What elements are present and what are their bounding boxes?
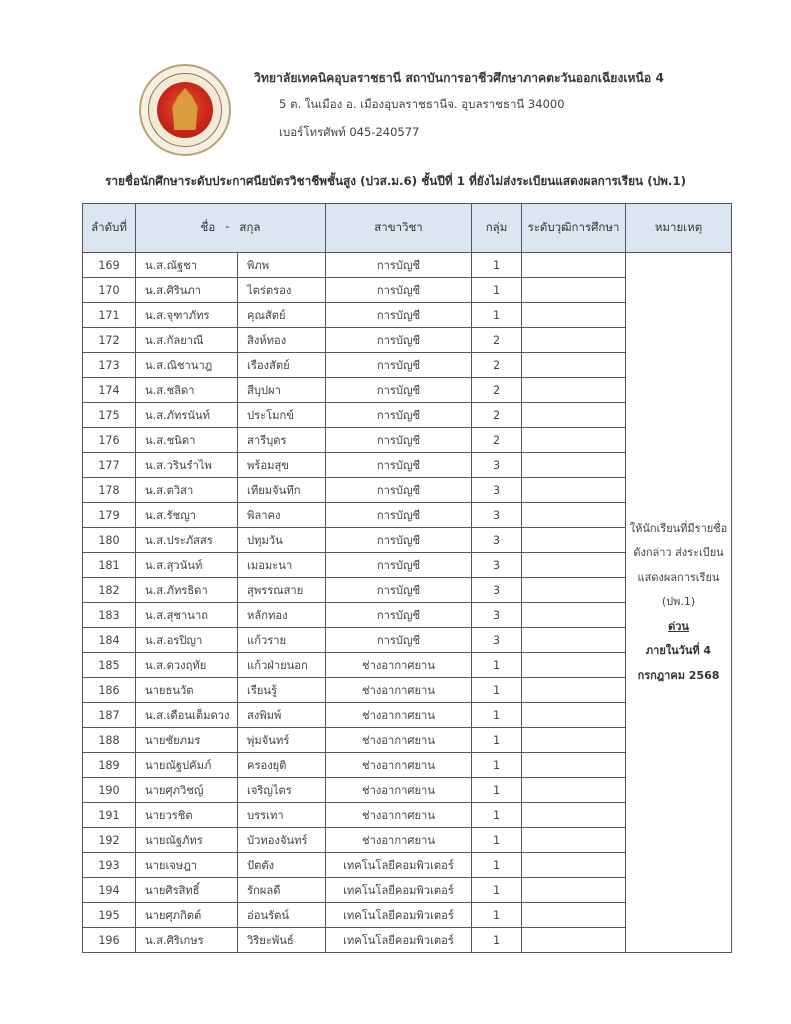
cell-education-level bbox=[522, 653, 626, 678]
cell-no: 186 bbox=[83, 678, 136, 703]
cell-first-name: น.ส.ศิรินภา bbox=[136, 278, 238, 303]
cell-group: 1 bbox=[472, 703, 522, 728]
cell-major: ช่างอากาศยาน bbox=[326, 828, 472, 853]
cell-major: เทคโนโลยีคอมพิวเตอร์ bbox=[326, 928, 472, 953]
cell-no: 175 bbox=[83, 403, 136, 428]
cell-group: 1 bbox=[472, 653, 522, 678]
cell-first-name: น.ส.กัลยาณี bbox=[136, 328, 238, 353]
cell-first-name: นายศุภวิชญ์ bbox=[136, 778, 238, 803]
document-title: รายชื่อนักศึกษาระดับประกาศนียบัตรวิชาชีพชั้นสูง (ปวส.ม.6) ชั้นปีที่ 1 ที่ยังไม่ส่งระเบียนแสดงผลการเรียน (ปพ.1) bbox=[105, 174, 686, 188]
cell-group: 1 bbox=[472, 778, 522, 803]
col-header-first-name: ชื่อ bbox=[200, 220, 216, 234]
cell-group: 1 bbox=[472, 903, 522, 928]
cell-no: 182 bbox=[83, 578, 136, 603]
cell-education-level bbox=[522, 603, 626, 628]
cell-first-name: น.ส.ดวงฤทัย bbox=[136, 653, 238, 678]
cell-no: 173 bbox=[83, 353, 136, 378]
cell-first-name: นายวรชิต bbox=[136, 803, 238, 828]
cell-major: ช่างอากาศยาน bbox=[326, 678, 472, 703]
cell-group: 1 bbox=[472, 853, 522, 878]
cell-last-name: รักผลดี bbox=[238, 878, 326, 903]
cell-education-level bbox=[522, 353, 626, 378]
col-header-group: กลุ่ม bbox=[472, 204, 522, 253]
cell-education-level bbox=[522, 578, 626, 603]
cell-no: 183 bbox=[83, 603, 136, 628]
cell-first-name: น.ส.ชนิดา bbox=[136, 428, 238, 453]
cell-major: การบัญชี bbox=[326, 278, 472, 303]
remark-cell bbox=[626, 253, 732, 953]
cell-last-name: วิริยะพันธ์ bbox=[238, 928, 326, 953]
cell-group: 3 bbox=[472, 453, 522, 478]
cell-last-name: สิงห์ทอง bbox=[238, 328, 326, 353]
cell-first-name: นายศุภกิตต์ bbox=[136, 903, 238, 928]
cell-first-name: น.ส.รัชญา bbox=[136, 503, 238, 528]
cell-group: 3 bbox=[472, 478, 522, 503]
cell-no: 169 bbox=[83, 253, 136, 278]
cell-education-level bbox=[522, 303, 626, 328]
col-header-name bbox=[136, 204, 326, 253]
cell-no: 176 bbox=[83, 428, 136, 453]
remark-deadline: กรกฎาคม 2568 bbox=[637, 668, 720, 682]
cell-major: การบัญชี bbox=[326, 378, 472, 403]
cell-first-name: น.ส.จุฑาภัทร bbox=[136, 303, 238, 328]
col-header-last-name: สกุล bbox=[239, 220, 261, 234]
cell-major: การบัญชี bbox=[326, 578, 472, 603]
cell-education-level bbox=[522, 628, 626, 653]
cell-education-level bbox=[522, 278, 626, 303]
institution-phone: เบอร์โทรศัพท์ 045-240577 bbox=[279, 125, 420, 139]
cell-major: การบัญชี bbox=[326, 328, 472, 353]
cell-education-level bbox=[522, 703, 626, 728]
cell-education-level bbox=[522, 528, 626, 553]
cell-group: 3 bbox=[472, 578, 522, 603]
cell-group: 1 bbox=[472, 278, 522, 303]
col-header-remark: หมายเหตุ bbox=[626, 204, 732, 253]
cell-group: 2 bbox=[472, 328, 522, 353]
cell-last-name: คุณสัตย์ bbox=[238, 303, 326, 328]
cell-group: 1 bbox=[472, 803, 522, 828]
cell-no: 174 bbox=[83, 378, 136, 403]
cell-no: 191 bbox=[83, 803, 136, 828]
cell-last-name: ครองยุติ bbox=[238, 753, 326, 778]
cell-group: 1 bbox=[472, 253, 522, 278]
cell-group: 3 bbox=[472, 628, 522, 653]
remark-line: (ปพ.1) bbox=[661, 595, 696, 609]
cell-major: การบัญชี bbox=[326, 603, 472, 628]
cell-group: 1 bbox=[472, 303, 522, 328]
cell-last-name: ปัตตัง bbox=[238, 853, 326, 878]
table-body bbox=[83, 253, 732, 953]
col-header-education-level: ระดับวุฒิการศึกษา bbox=[522, 204, 626, 253]
table-row bbox=[83, 253, 732, 278]
remark-line: แสดงผลการเรียน bbox=[637, 570, 720, 584]
cell-last-name: ประโมกข์ bbox=[238, 403, 326, 428]
col-header-major: สาขาวิชา bbox=[326, 204, 472, 253]
cell-major: การบัญชี bbox=[326, 253, 472, 278]
cell-last-name: เจริญไตร bbox=[238, 778, 326, 803]
cell-last-name: สารีบุตร bbox=[238, 428, 326, 453]
cell-no: 178 bbox=[83, 478, 136, 503]
cell-group: 3 bbox=[472, 603, 522, 628]
cell-major: ช่างอากาศยาน bbox=[326, 753, 472, 778]
cell-major: การบัญชี bbox=[326, 553, 472, 578]
cell-no: 195 bbox=[83, 903, 136, 928]
cell-last-name: พร้อมสุข bbox=[238, 453, 326, 478]
cell-major: การบัญชี bbox=[326, 353, 472, 378]
cell-education-level bbox=[522, 478, 626, 503]
institution-name: วิทยาลัยเทคนิคอุบลราชธานี สถาบันการอาชีวศึกษาภาคตะวันออกเฉียงเหนือ 4 bbox=[254, 71, 664, 85]
cell-first-name: น.ส.ภัทรธิดา bbox=[136, 578, 238, 603]
remark-urgent: ด่วน bbox=[668, 619, 689, 633]
cell-group: 1 bbox=[472, 828, 522, 853]
cell-major: การบัญชี bbox=[326, 428, 472, 453]
cell-group: 1 bbox=[472, 878, 522, 903]
cell-last-name: แก้วราย bbox=[238, 628, 326, 653]
cell-first-name: น.ส.ประภัสสร bbox=[136, 528, 238, 553]
cell-group: 3 bbox=[472, 528, 522, 553]
cell-first-name: นายธนวัต bbox=[136, 678, 238, 703]
cell-major: ช่างอากาศยาน bbox=[326, 703, 472, 728]
cell-first-name: น.ส.ณัฐชา bbox=[136, 253, 238, 278]
student-table bbox=[82, 203, 732, 953]
cell-group: 3 bbox=[472, 503, 522, 528]
cell-first-name: น.ส.เดือนเต็มดวง bbox=[136, 703, 238, 728]
cell-first-name: น.ส.ตวิสา bbox=[136, 478, 238, 503]
cell-first-name: น.ส.อรปิญา bbox=[136, 628, 238, 653]
cell-no: 188 bbox=[83, 728, 136, 753]
cell-major: การบัญชี bbox=[326, 478, 472, 503]
cell-no: 194 bbox=[83, 878, 136, 903]
cell-major: การบัญชี bbox=[326, 503, 472, 528]
cell-education-level bbox=[522, 828, 626, 853]
cell-first-name: น.ส.ศิริเกษร bbox=[136, 928, 238, 953]
cell-no: 179 bbox=[83, 503, 136, 528]
cell-major: เทคโนโลยีคอมพิวเตอร์ bbox=[326, 853, 472, 878]
cell-last-name: สีบุปผา bbox=[238, 378, 326, 403]
cell-education-level bbox=[522, 678, 626, 703]
cell-last-name: สงพิมพ์ bbox=[238, 703, 326, 728]
cell-no: 196 bbox=[83, 928, 136, 953]
cell-group: 2 bbox=[472, 378, 522, 403]
cell-first-name: น.ส.สุชานาถ bbox=[136, 603, 238, 628]
cell-no: 170 bbox=[83, 278, 136, 303]
col-header-separator: - bbox=[225, 219, 230, 233]
cell-first-name: น.ส.ภัทรนันท์ bbox=[136, 403, 238, 428]
cell-last-name: เทียมจันทึก bbox=[238, 478, 326, 503]
cell-group: 2 bbox=[472, 353, 522, 378]
cell-major: การบัญชี bbox=[326, 403, 472, 428]
cell-last-name: สุพรรณสาย bbox=[238, 578, 326, 603]
cell-last-name: พุ่มจันทร์ bbox=[238, 728, 326, 753]
cell-group: 1 bbox=[472, 753, 522, 778]
cell-no: 185 bbox=[83, 653, 136, 678]
cell-group: 3 bbox=[472, 553, 522, 578]
cell-education-level bbox=[522, 753, 626, 778]
cell-no: 189 bbox=[83, 753, 136, 778]
cell-education-level bbox=[522, 778, 626, 803]
cell-last-name: ปทุมวัน bbox=[238, 528, 326, 553]
cell-group: 2 bbox=[472, 428, 522, 453]
cell-first-name: น.ส.ณิชานาฎ bbox=[136, 353, 238, 378]
cell-last-name: บัวทองจันทร์ bbox=[238, 828, 326, 853]
cell-education-level bbox=[522, 403, 626, 428]
cell-first-name: นายชัยภมร bbox=[136, 728, 238, 753]
cell-no: 172 bbox=[83, 328, 136, 353]
cell-education-level bbox=[522, 378, 626, 403]
cell-no: 184 bbox=[83, 628, 136, 653]
cell-major: ช่างอากาศยาน bbox=[326, 653, 472, 678]
cell-last-name: หลักทอง bbox=[238, 603, 326, 628]
cell-education-level bbox=[522, 928, 626, 953]
cell-no: 177 bbox=[83, 453, 136, 478]
cell-group: 2 bbox=[472, 403, 522, 428]
col-header-no: ลำดับที่ bbox=[83, 204, 136, 253]
cell-group: 1 bbox=[472, 728, 522, 753]
cell-last-name: เรียนรู้ bbox=[238, 678, 326, 703]
cell-last-name: พิลาคง bbox=[238, 503, 326, 528]
remark-deadline: ภายในวันที่ 4 bbox=[645, 644, 712, 658]
table-header-row bbox=[83, 204, 732, 253]
cell-last-name: ไตร่ตรอง bbox=[238, 278, 326, 303]
cell-group: 1 bbox=[472, 678, 522, 703]
cell-first-name: นายณัฐภัทร bbox=[136, 828, 238, 853]
cell-last-name: พิภพ bbox=[238, 253, 326, 278]
cell-major: ช่างอากาศยาน bbox=[326, 803, 472, 828]
cell-first-name: น.ส.ชลิดา bbox=[136, 378, 238, 403]
cell-major: ช่างอากาศยาน bbox=[326, 728, 472, 753]
cell-major: การบัญชี bbox=[326, 628, 472, 653]
cell-last-name: บรรเทา bbox=[238, 803, 326, 828]
cell-education-level bbox=[522, 803, 626, 828]
cell-education-level bbox=[522, 553, 626, 578]
cell-education-level bbox=[522, 878, 626, 903]
cell-education-level bbox=[522, 453, 626, 478]
college-logo bbox=[139, 64, 231, 156]
cell-major: การบัญชี bbox=[326, 453, 472, 478]
cell-education-level bbox=[522, 428, 626, 453]
cell-education-level bbox=[522, 253, 626, 278]
cell-major: เทคโนโลยีคอมพิวเตอร์ bbox=[326, 903, 472, 928]
remark-line: ดังกล่าว ส่งระเบียน bbox=[633, 546, 724, 560]
cell-no: 171 bbox=[83, 303, 136, 328]
cell-no: 181 bbox=[83, 553, 136, 578]
cell-group: 1 bbox=[472, 928, 522, 953]
cell-major: เทคโนโลยีคอมพิวเตอร์ bbox=[326, 878, 472, 903]
cell-major: การบัญชี bbox=[326, 528, 472, 553]
cell-no: 193 bbox=[83, 853, 136, 878]
cell-last-name: เรืองสัตย์ bbox=[238, 353, 326, 378]
cell-last-name: เมอมะนา bbox=[238, 553, 326, 578]
cell-first-name: น.ส.วรินรำไพ bbox=[136, 453, 238, 478]
cell-major: ช่างอากาศยาน bbox=[326, 778, 472, 803]
cell-education-level bbox=[522, 728, 626, 753]
cell-first-name: นายณัฐปคัมภ์ bbox=[136, 753, 238, 778]
cell-last-name: อ่อนรัตน์ bbox=[238, 903, 326, 928]
cell-no: 180 bbox=[83, 528, 136, 553]
cell-education-level bbox=[522, 503, 626, 528]
cell-first-name: น.ส.สุวนันท์ bbox=[136, 553, 238, 578]
cell-education-level bbox=[522, 328, 626, 353]
cell-no: 190 bbox=[83, 778, 136, 803]
cell-no: 187 bbox=[83, 703, 136, 728]
institution-address: 5 ต. ในเมือง อ. เมืองอุบลราชธานีจ. อุบลราชธานี 34000 bbox=[279, 97, 565, 111]
cell-last-name: แก้วฝ่ายนอก bbox=[238, 653, 326, 678]
cell-first-name: นายเจษฎา bbox=[136, 853, 238, 878]
cell-no: 192 bbox=[83, 828, 136, 853]
cell-major: การบัญชี bbox=[326, 303, 472, 328]
cell-education-level bbox=[522, 903, 626, 928]
cell-education-level bbox=[522, 853, 626, 878]
cell-first-name: นายศิรสิทธิ์ bbox=[136, 878, 238, 903]
remark-line: ให้นักเรียนที่มีรายชื่อ bbox=[629, 521, 728, 535]
